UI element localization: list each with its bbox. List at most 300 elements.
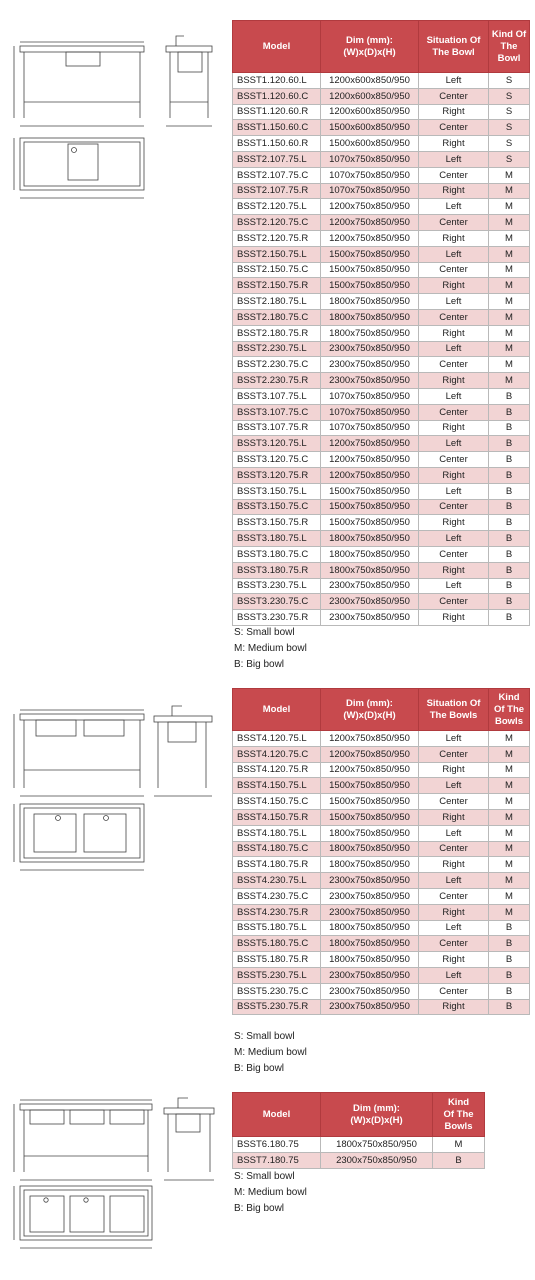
- cell-kind: B: [489, 404, 530, 420]
- cell-situation: Right: [419, 809, 489, 825]
- cell-kind: M: [489, 309, 530, 325]
- cell-situation: Right: [419, 325, 489, 341]
- cell-kind: B: [489, 983, 530, 999]
- cell-situation: Center: [419, 309, 489, 325]
- cell-situation: Right: [419, 104, 489, 120]
- cell-situation: Right: [419, 904, 489, 920]
- cell-dimensions: 1800x750x850/950: [321, 936, 419, 952]
- cell-model: BSST2.150.75.L: [233, 246, 321, 262]
- cell-dimensions: 1200x750x850/950: [321, 452, 419, 468]
- cell-dimensions: 1200x750x850/950: [321, 467, 419, 483]
- cell-situation: Right: [419, 762, 489, 778]
- cell-kind: B: [489, 967, 530, 983]
- cell-dimensions: 1500x750x850/950: [321, 262, 419, 278]
- table-row: [233, 578, 530, 594]
- cell-situation: Right: [419, 183, 489, 199]
- cell-dimensions: 1500x600x850/950: [321, 120, 419, 136]
- table-row: [233, 594, 530, 610]
- cell-kind: B: [489, 936, 530, 952]
- cell-kind: M: [489, 246, 530, 262]
- cell-situation: Center: [419, 794, 489, 810]
- cell-model: BSST2.230.75.L: [233, 341, 321, 357]
- cell-model: BSST2.120.75.R: [233, 230, 321, 246]
- cell-kind: M: [489, 341, 530, 357]
- cell-dimensions: 1070x750x850/950: [321, 183, 419, 199]
- cell-dimensions: 1070x750x850/950: [321, 167, 419, 183]
- cell-kind: M: [489, 825, 530, 841]
- cell-dimensions: 1200x600x850/950: [321, 73, 419, 89]
- cell-dimensions: 1200x750x850/950: [321, 215, 419, 231]
- cell-kind: B: [489, 467, 530, 483]
- cell-model: BSST2.107.75.R: [233, 183, 321, 199]
- header-kind: Kind Of The Bowls: [433, 1093, 485, 1137]
- cell-dimensions: 1200x600x850/950: [321, 88, 419, 104]
- cell-kind: B: [433, 1152, 485, 1168]
- cell-model: BSST2.230.75.R: [233, 373, 321, 389]
- cell-model: BSST3.180.75.C: [233, 546, 321, 562]
- table-row: [233, 325, 530, 341]
- cell-situation: Center: [419, 746, 489, 762]
- cell-dimensions: 1800x750x850/950: [321, 325, 419, 341]
- cell-kind: B: [489, 920, 530, 936]
- cell-model: BSST2.107.75.L: [233, 151, 321, 167]
- cell-situation: Center: [419, 841, 489, 857]
- table-row: [233, 546, 530, 562]
- cell-dimensions: 1500x750x850/950: [321, 499, 419, 515]
- cell-model: BSST3.180.75.R: [233, 562, 321, 578]
- cell-model: BSST1.120.60.C: [233, 88, 321, 104]
- cell-kind: B: [489, 610, 530, 626]
- cell-dimensions: 1500x750x850/950: [321, 778, 419, 794]
- cell-kind: M: [489, 167, 530, 183]
- cell-model: BSST5.180.75.C: [233, 936, 321, 952]
- spec-table-triple-bowl: [232, 1092, 485, 1169]
- cell-situation: Left: [419, 246, 489, 262]
- cell-model: BSST2.107.75.C: [233, 167, 321, 183]
- spec-table-double-bowl: [232, 688, 530, 1015]
- table-row: [233, 73, 530, 89]
- cell-model: BSST3.230.75.R: [233, 610, 321, 626]
- cell-kind: M: [489, 199, 530, 215]
- table-row: [233, 88, 530, 104]
- cell-kind: M: [489, 904, 530, 920]
- legend-small: S: Small bowl: [234, 627, 295, 638]
- cell-kind: B: [489, 999, 530, 1015]
- section-triple-bowl: [0, 1080, 535, 1280]
- cell-situation: Center: [419, 404, 489, 420]
- cell-model: BSST4.180.75.R: [233, 857, 321, 873]
- table-row: [233, 841, 530, 857]
- cell-dimensions: 1500x750x850/950: [321, 278, 419, 294]
- cell-model: BSST1.120.60.R: [233, 104, 321, 120]
- cell-kind: B: [489, 483, 530, 499]
- cell-dimensions: 2300x750x850/950: [321, 967, 419, 983]
- cell-model: BSST2.150.75.R: [233, 278, 321, 294]
- cell-situation: Left: [419, 199, 489, 215]
- cell-model: BSST2.180.75.L: [233, 294, 321, 310]
- cell-kind: M: [489, 278, 530, 294]
- cell-dimensions: 1800x750x850/950: [321, 309, 419, 325]
- cell-dimensions: 1500x750x850/950: [321, 515, 419, 531]
- cell-dimensions: 2300x750x850/950: [321, 610, 419, 626]
- table-row: [233, 230, 530, 246]
- table-row: [233, 610, 530, 626]
- cell-dimensions: 2300x750x850/950: [321, 873, 419, 889]
- table-row: [233, 309, 530, 325]
- table-row: [233, 404, 530, 420]
- cell-dimensions: 1800x750x850/950: [321, 825, 419, 841]
- header-dim: Dim (mm): (W)x(D)x(H): [321, 21, 419, 73]
- table-row: [233, 746, 530, 762]
- cell-kind: M: [433, 1137, 485, 1153]
- cell-dimensions: 1200x750x850/950: [321, 746, 419, 762]
- table-row: [233, 499, 530, 515]
- cell-model: BSST4.230.75.L: [233, 873, 321, 889]
- cell-dimensions: 1500x750x850/950: [321, 246, 419, 262]
- cell-dimensions: 1200x750x850/950: [321, 436, 419, 452]
- legend-big: B: Big bowl: [234, 1203, 285, 1214]
- header-model: Model: [233, 21, 321, 73]
- cell-situation: Left: [419, 778, 489, 794]
- cell-situation: Right: [419, 230, 489, 246]
- cell-model: BSST3.230.75.L: [233, 578, 321, 594]
- table-row: [233, 731, 530, 747]
- cell-dimensions: 1800x750x850/950: [321, 841, 419, 857]
- cell-dimensions: 1200x750x850/950: [321, 199, 419, 215]
- table-row: [233, 1152, 485, 1168]
- section-double-bowl: [0, 680, 535, 1080]
- cell-dimensions: 1070x750x850/950: [321, 420, 419, 436]
- cell-dimensions: 1500x750x850/950: [321, 483, 419, 499]
- table-row: [233, 1137, 485, 1153]
- cell-kind: M: [489, 183, 530, 199]
- header-situation: Situation Of The Bowl: [419, 21, 489, 73]
- table-row: [233, 794, 530, 810]
- cell-model: BSST7.180.75: [233, 1152, 321, 1168]
- cell-situation: Right: [419, 136, 489, 152]
- drawing-triple-bowl-sink: [6, 1094, 226, 1264]
- cell-kind: B: [489, 388, 530, 404]
- cell-situation: Left: [419, 73, 489, 89]
- header-kind: Kind Of The Bowl: [489, 21, 530, 73]
- cell-model: BSST3.180.75.L: [233, 531, 321, 547]
- cell-situation: Left: [419, 825, 489, 841]
- cell-dimensions: 1800x750x850/950: [321, 920, 419, 936]
- header-kind: Kind Of The Bowls: [489, 689, 530, 731]
- table-row: [233, 483, 530, 499]
- cell-situation: Center: [419, 452, 489, 468]
- cell-dimensions: 2300x750x850/950: [321, 594, 419, 610]
- cell-kind: B: [489, 515, 530, 531]
- cell-situation: Right: [419, 278, 489, 294]
- table-row: [233, 967, 530, 983]
- cell-dimensions: 1800x750x850/950: [321, 562, 419, 578]
- cell-situation: Left: [419, 151, 489, 167]
- cell-model: BSST4.180.75.C: [233, 841, 321, 857]
- table-row: [233, 215, 530, 231]
- cell-dimensions: 1800x750x850/950: [321, 857, 419, 873]
- cell-dimensions: 2300x750x850/950: [321, 999, 419, 1015]
- drawing-double-bowl-sink: [6, 704, 226, 904]
- cell-model: BSST4.150.75.L: [233, 778, 321, 794]
- cell-situation: Center: [419, 546, 489, 562]
- cell-dimensions: 2300x750x850/950: [321, 904, 419, 920]
- cell-kind: M: [489, 794, 530, 810]
- cell-dimensions: 1070x750x850/950: [321, 404, 419, 420]
- cell-kind: M: [489, 731, 530, 747]
- cell-dimensions: 1500x750x850/950: [321, 794, 419, 810]
- cell-model: BSST4.120.75.L: [233, 731, 321, 747]
- cell-model: BSST2.120.75.C: [233, 215, 321, 231]
- cell-kind: M: [489, 230, 530, 246]
- cell-situation: Right: [419, 999, 489, 1015]
- table-row: [233, 562, 530, 578]
- legend-small: S: Small bowl: [234, 1171, 295, 1182]
- cell-dimensions: 1200x750x850/950: [321, 230, 419, 246]
- cell-kind: M: [489, 294, 530, 310]
- cell-dimensions: 1500x600x850/950: [321, 136, 419, 152]
- cell-dimensions: 1800x750x850/950: [321, 294, 419, 310]
- legend-triple-bowl: [234, 1169, 307, 1217]
- cell-situation: Center: [419, 167, 489, 183]
- cell-dimensions: 1800x750x850/950: [321, 952, 419, 968]
- cell-kind: B: [489, 578, 530, 594]
- cell-situation: Center: [419, 983, 489, 999]
- cell-situation: Center: [419, 88, 489, 104]
- cell-kind: M: [489, 325, 530, 341]
- table-row: [233, 341, 530, 357]
- cell-model: BSST4.230.75.C: [233, 888, 321, 904]
- table-row: [233, 167, 530, 183]
- table-row: [233, 825, 530, 841]
- cell-model: BSST3.150.75.C: [233, 499, 321, 515]
- table-row: [233, 778, 530, 794]
- cell-kind: M: [489, 857, 530, 873]
- cell-kind: M: [489, 778, 530, 794]
- cell-model: BSST5.180.75.R: [233, 952, 321, 968]
- cell-situation: Center: [419, 936, 489, 952]
- drawing-single-bowl-sink: [6, 30, 226, 230]
- cell-situation: Center: [419, 888, 489, 904]
- cell-model: BSST3.107.75.R: [233, 420, 321, 436]
- table-row: [233, 151, 530, 167]
- cell-model: BSST2.150.75.C: [233, 262, 321, 278]
- cell-model: BSST3.150.75.R: [233, 515, 321, 531]
- cell-model: BSST4.120.75.R: [233, 762, 321, 778]
- cell-model: BSST5.180.75.L: [233, 920, 321, 936]
- cell-kind: S: [489, 73, 530, 89]
- cell-kind: S: [489, 120, 530, 136]
- cell-dimensions: 2300x750x850/950: [321, 341, 419, 357]
- cell-model: BSST4.230.75.R: [233, 904, 321, 920]
- cell-model: BSST1.150.60.C: [233, 120, 321, 136]
- cell-dimensions: 2300x750x850/950: [321, 578, 419, 594]
- cell-model: BSST4.180.75.L: [233, 825, 321, 841]
- cell-situation: Left: [419, 731, 489, 747]
- cell-kind: S: [489, 104, 530, 120]
- cell-dimensions: 2300x750x850/950: [321, 983, 419, 999]
- cell-model: BSST2.180.75.C: [233, 309, 321, 325]
- cell-dimensions: 2300x750x850/950: [321, 357, 419, 373]
- cell-kind: B: [489, 594, 530, 610]
- cell-dimensions: 1200x600x850/950: [321, 104, 419, 120]
- cell-model: BSST4.120.75.C: [233, 746, 321, 762]
- table-row: [233, 357, 530, 373]
- cell-kind: B: [489, 531, 530, 547]
- cell-kind: M: [489, 373, 530, 389]
- cell-situation: Right: [419, 467, 489, 483]
- cell-situation: Right: [419, 952, 489, 968]
- cell-model: BSST5.230.75.R: [233, 999, 321, 1015]
- cell-situation: Left: [419, 531, 489, 547]
- table-row: [233, 420, 530, 436]
- cell-situation: Right: [419, 515, 489, 531]
- legend-medium: M: Medium bowl: [234, 643, 307, 654]
- spec-table-single-bowl: [232, 20, 530, 626]
- table-row: [233, 278, 530, 294]
- cell-kind: B: [489, 420, 530, 436]
- cell-dimensions: 2300x750x850/950: [321, 373, 419, 389]
- cell-kind: M: [489, 888, 530, 904]
- cell-situation: Center: [419, 594, 489, 610]
- table-row: [233, 888, 530, 904]
- table-row: [233, 452, 530, 468]
- cell-dimensions: 2300x750x850/950: [321, 1152, 433, 1168]
- table-row: [233, 373, 530, 389]
- cell-model: BSST3.107.75.C: [233, 404, 321, 420]
- cell-kind: B: [489, 952, 530, 968]
- cell-kind: M: [489, 873, 530, 889]
- legend-big: B: Big bowl: [234, 659, 285, 670]
- header-model: Model: [233, 1093, 321, 1137]
- cell-situation: Left: [419, 483, 489, 499]
- cell-dimensions: 1070x750x850/950: [321, 151, 419, 167]
- cell-kind: M: [489, 809, 530, 825]
- legend-single-bowl: [234, 625, 307, 673]
- cell-dimensions: 1800x750x850/950: [321, 546, 419, 562]
- cell-kind: M: [489, 357, 530, 373]
- table-row: [233, 467, 530, 483]
- table-row: [233, 873, 530, 889]
- cell-kind: B: [489, 562, 530, 578]
- cell-kind: M: [489, 215, 530, 231]
- cell-model: BSST3.150.75.L: [233, 483, 321, 499]
- cell-model: BSST4.150.75.R: [233, 809, 321, 825]
- table-row: [233, 199, 530, 215]
- cell-dimensions: 1070x750x850/950: [321, 388, 419, 404]
- cell-situation: Center: [419, 215, 489, 231]
- cell-kind: B: [489, 499, 530, 515]
- table-row: [233, 136, 530, 152]
- cell-situation: Center: [419, 357, 489, 373]
- cell-dimensions: 2300x750x850/950: [321, 888, 419, 904]
- table-row: [233, 294, 530, 310]
- cell-model: BSST2.230.75.C: [233, 357, 321, 373]
- legend-double-bowl: [234, 1029, 307, 1077]
- table-row: [233, 515, 530, 531]
- cell-kind: B: [489, 452, 530, 468]
- header-model: Model: [233, 689, 321, 731]
- cell-model: BSST3.107.75.L: [233, 388, 321, 404]
- cell-kind: M: [489, 746, 530, 762]
- cell-situation: Left: [419, 920, 489, 936]
- table-row: [233, 388, 530, 404]
- cell-model: BSST5.230.75.L: [233, 967, 321, 983]
- table-row: [233, 952, 530, 968]
- table-row: [233, 936, 530, 952]
- cell-situation: Right: [419, 373, 489, 389]
- table-row: [233, 762, 530, 778]
- cell-model: BSST3.120.75.R: [233, 467, 321, 483]
- cell-situation: Right: [419, 420, 489, 436]
- cell-situation: Center: [419, 499, 489, 515]
- cell-situation: Right: [419, 610, 489, 626]
- cell-situation: Left: [419, 873, 489, 889]
- table-row: [233, 809, 530, 825]
- table-row: [233, 857, 530, 873]
- header-situation: Situation Of The Bowls: [419, 689, 489, 731]
- cell-kind: M: [489, 841, 530, 857]
- cell-kind: M: [489, 762, 530, 778]
- legend-medium: M: Medium bowl: [234, 1187, 307, 1198]
- cell-dimensions: 1200x750x850/950: [321, 731, 419, 747]
- cell-situation: Right: [419, 562, 489, 578]
- cell-situation: Left: [419, 294, 489, 310]
- table-row: [233, 436, 530, 452]
- cell-kind: M: [489, 262, 530, 278]
- header-dim: Dim (mm): (W)x(D)x(H): [321, 1093, 433, 1137]
- cell-model: BSST2.180.75.R: [233, 325, 321, 341]
- cell-model: BSST6.180.75: [233, 1137, 321, 1153]
- cell-kind: S: [489, 136, 530, 152]
- cell-model: BSST1.150.60.R: [233, 136, 321, 152]
- cell-situation: Left: [419, 341, 489, 357]
- table-row: [233, 999, 530, 1015]
- table-row: [233, 120, 530, 136]
- cell-kind: B: [489, 546, 530, 562]
- cell-dimensions: 1800x750x850/950: [321, 1137, 433, 1153]
- cell-kind: B: [489, 436, 530, 452]
- cell-dimensions: 1800x750x850/950: [321, 531, 419, 547]
- cell-kind: S: [489, 88, 530, 104]
- table-row: [233, 531, 530, 547]
- cell-situation: Left: [419, 578, 489, 594]
- cell-situation: Left: [419, 436, 489, 452]
- cell-kind: S: [489, 151, 530, 167]
- header-dim: Dim (mm): (W)x(D)x(H): [321, 689, 419, 731]
- table-row: [233, 246, 530, 262]
- cell-situation: Center: [419, 120, 489, 136]
- table-row: [233, 904, 530, 920]
- cell-model: BSST3.120.75.L: [233, 436, 321, 452]
- cell-dimensions: 1500x750x850/950: [321, 809, 419, 825]
- table-row: [233, 983, 530, 999]
- legend-small: S: Small bowl: [234, 1031, 295, 1042]
- table-row: [233, 104, 530, 120]
- cell-model: BSST3.230.75.C: [233, 594, 321, 610]
- cell-dimensions: 1200x750x850/950: [321, 762, 419, 778]
- cell-model: BSST2.120.75.L: [233, 199, 321, 215]
- cell-model: BSST3.120.75.C: [233, 452, 321, 468]
- cell-model: BSST4.150.75.C: [233, 794, 321, 810]
- legend-medium: M: Medium bowl: [234, 1047, 307, 1058]
- cell-situation: Left: [419, 967, 489, 983]
- cell-situation: Center: [419, 262, 489, 278]
- cell-situation: Left: [419, 388, 489, 404]
- cell-model: BSST5.230.75.C: [233, 983, 321, 999]
- cell-model: BSST1.120.60.L: [233, 73, 321, 89]
- table-row: [233, 262, 530, 278]
